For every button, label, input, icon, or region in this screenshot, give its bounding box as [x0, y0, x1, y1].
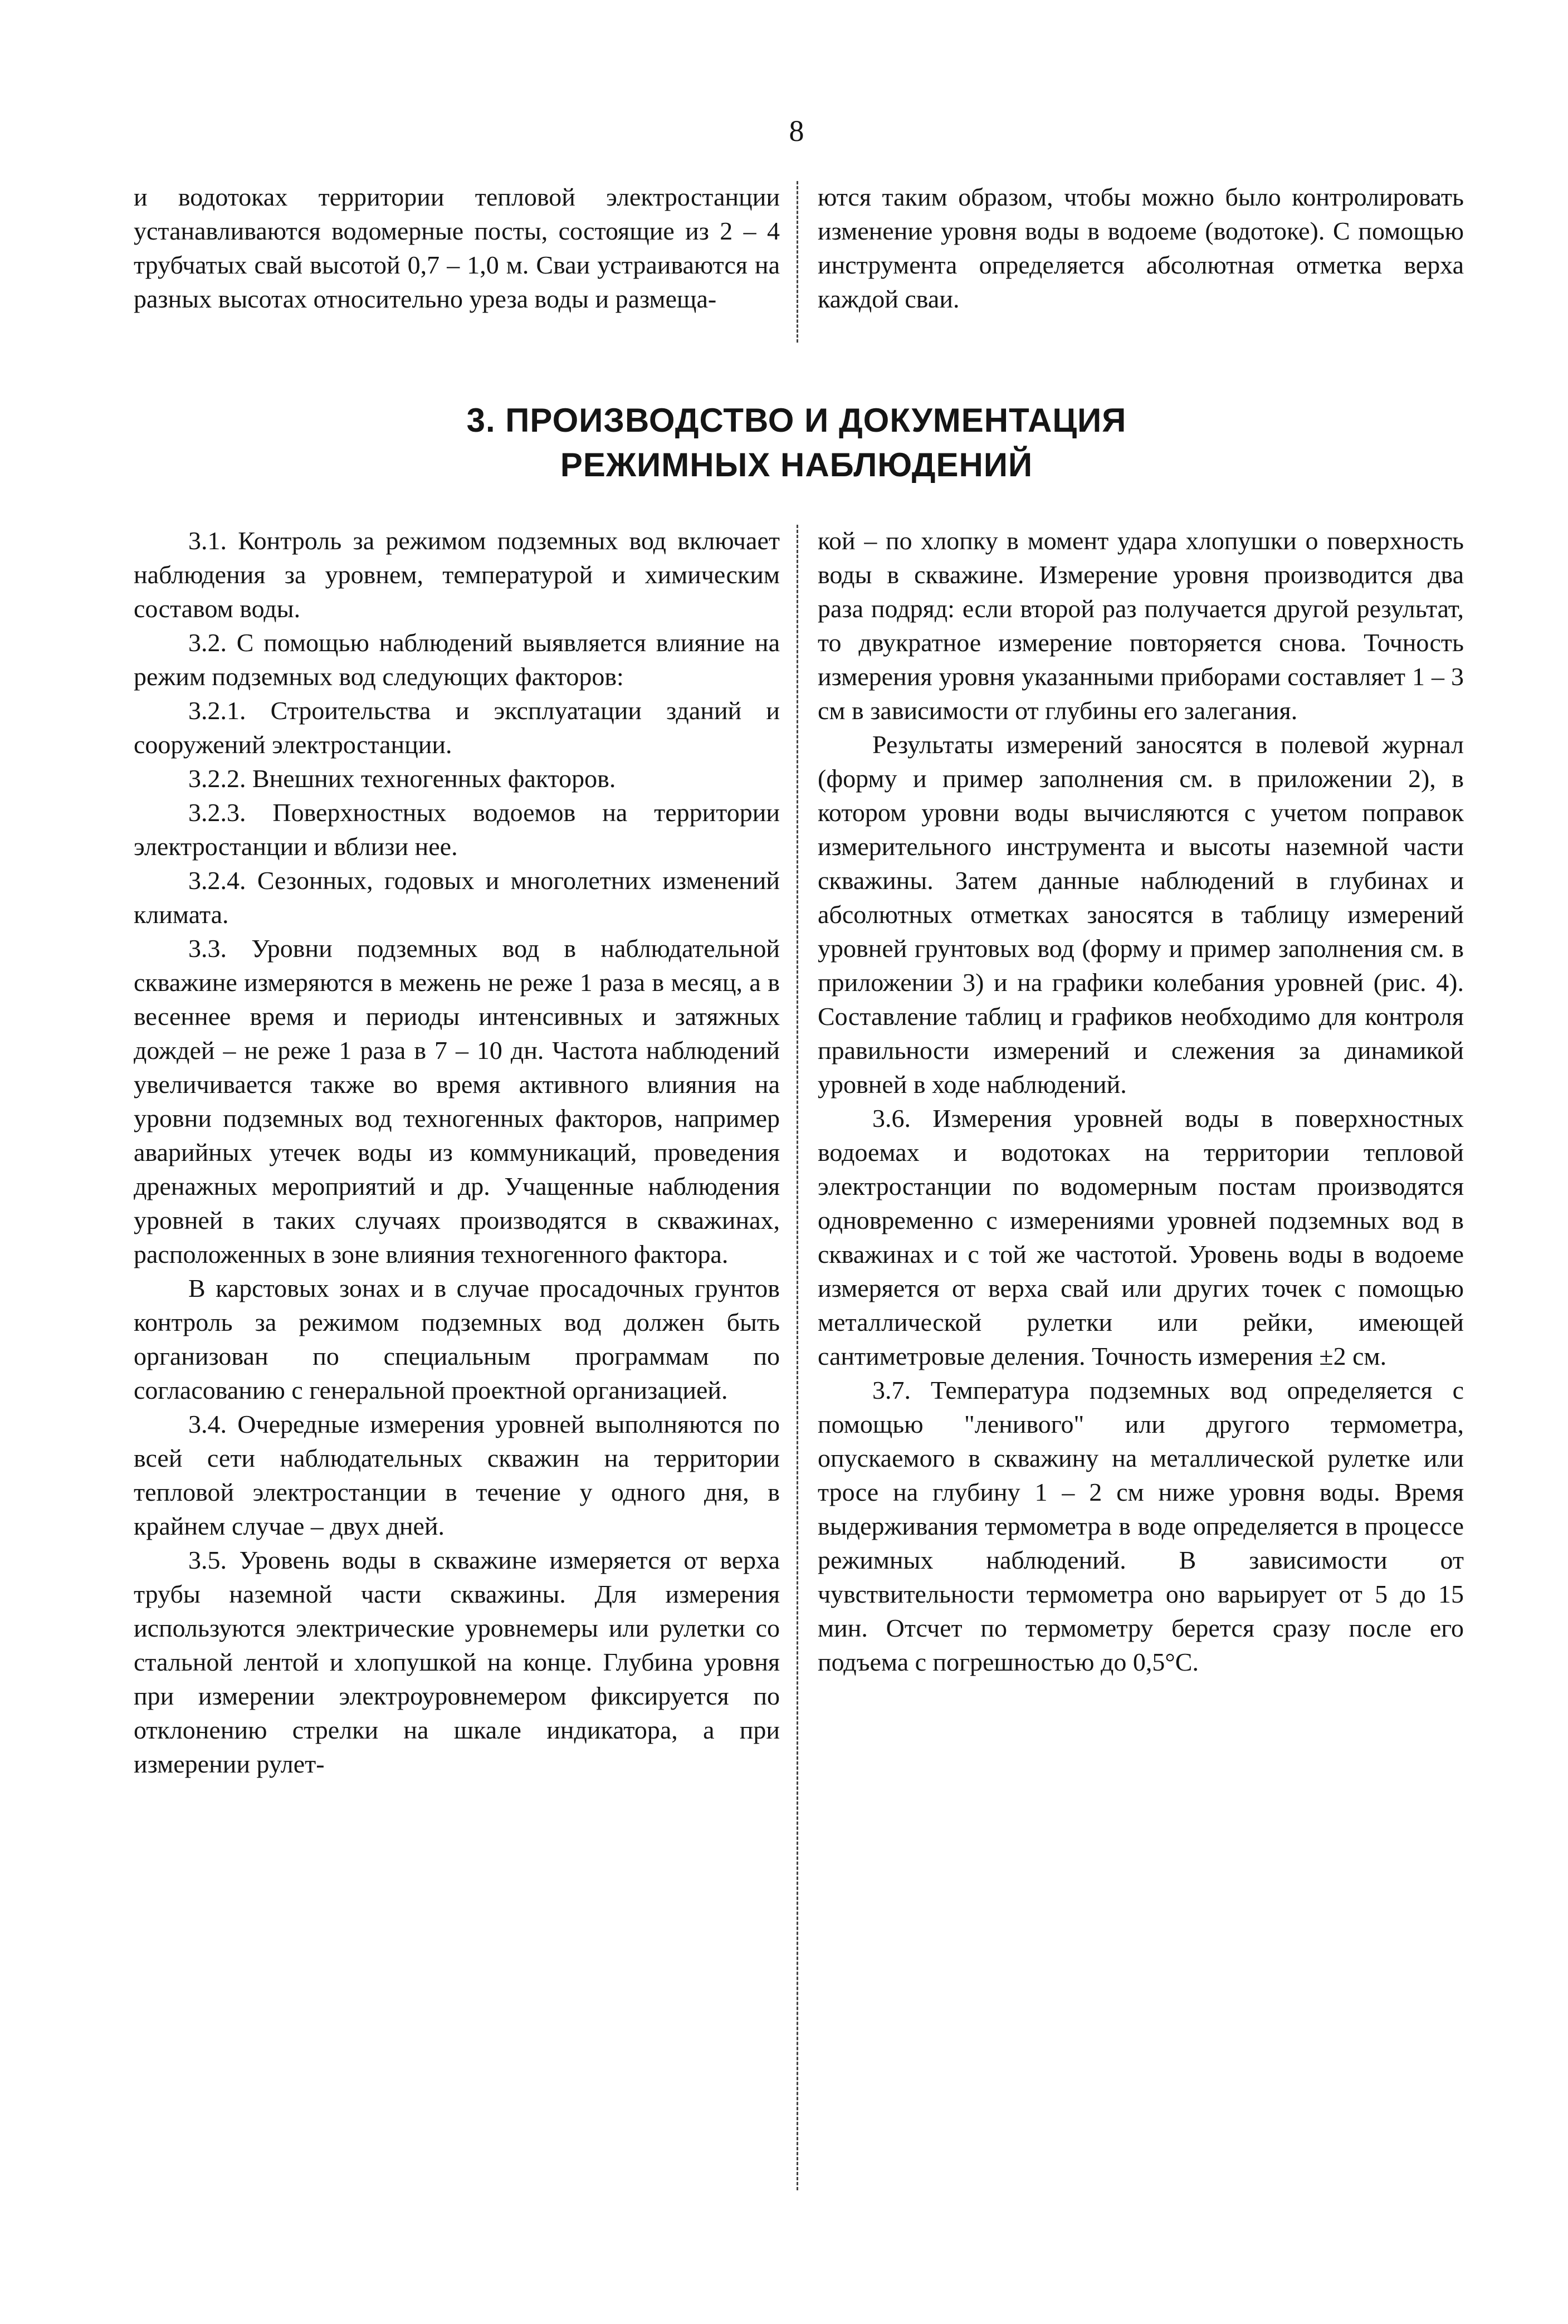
paragraph-3-2: 3.2. С помощью наблюдений выявляется влияние на режим подземных вод следующих факторов:: [134, 628, 780, 691]
section-title-line-1: 3. ПРОИЗВОДСТВО И ДОКУМЕНТАЦИЯ: [466, 402, 1127, 439]
paragraph-3-5: 3.5. Уровень воды в скважине измеряется от верха трубы наземной части скважины. Для измерения используются электрические уровнемеры или рулетки со стальной лентой и хлопушкой на конце. Глубина уровня при измерении электроуровнемером фиксируется по отклонению стрелки на шкале индикатора, а при измерении рулет-: [134, 1546, 780, 1778]
paragraph-3-2-2: 3.2.2. Внешних техногенных факторов.: [188, 764, 616, 793]
column-divider: [797, 181, 798, 343]
paragraph-results: Результаты измерений заносятся в полевой журнал (форму и пример заполнения см. в приложении 2), в котором уровни воды вычисляются с учетом поправок измерительного инструмента и высоты наземной части скважины. Затем данные наблюдений в глубинах и абсолютных отметках заносятся в таблицу измерений уровней грунтовых вод (форму и пример заполнения см. в приложении 3) и на графики колебания уровней (рис. 4). Составление таблиц и графиков необходимо для контроля правильности измерений и слежения за динамикой уровней в ходе наблюдений.: [818, 730, 1464, 1098]
paragraph: и водотоках территории тепловой электростанции устанавливаются водомерные посты, состоящие из 2 – 4 трубчатых свай высотой 0,7 – 1,0 м. Сваи устраиваются на разных высотах относительно уреза воды и размеща-: [134, 183, 780, 313]
paragraph-continued: кой – по хлопку в момент удара хлопушки о поверхность воды в скважине. Измерение уровня производится два раза подряд: если второй раз получается другой результат, то двукратное измерение повторяется снова. Точность измерения уровня указанными приборами составляет 1 – 3 см в зависимости от глубины его залегания.: [818, 526, 1464, 725]
paragraph-3-3: 3.3. Уровни подземных вод в наблюдательной скважине измеряются в межень не реже 1 раза в месяц, а в весеннее время и периоды интенсивных и затяжных дождей – не реже 1 раза в 7 – 10 дн. Частота наблюдений увеличивается также во время активного влияния на уровни подземных вод техногенных факторов, например аварийных утечек воды из коммуникаций, проведения дренажных мероприятий и др. Учащенные наблюдения уровней в таких случаях производятся в скважинах, расположенных в зоне влияния техногенного фактора.: [134, 934, 780, 1268]
paragraph-3-2-1: 3.2.1. Строительства и эксплуатации зданий и сооружений электростанции.: [134, 696, 780, 759]
right-column: [818, 524, 1464, 1679]
top-right-paragraph-block: [818, 180, 1464, 316]
paragraph: ются таким образом, чтобы можно было контролировать изменение уровня воды в водоеме (водотоке). С помощью инструмента определяется абсолютная отметка верха каждой сваи.: [818, 183, 1464, 313]
section-heading: [279, 398, 1315, 487]
paragraph-3-6: 3.6. Измерения уровней воды в поверхностных водоемах и водотоках на территории тепловой электростанции по водомерным постам производятся одновременно с измерениями уровней подземных вод в скважинах и с той же частотой. Уровень воды в водоеме измеряется от верха свай или других точек с помощью металлической рулетки или рейки, имеющей сантиметровые деления. Точность измерения ±2 см.: [818, 1104, 1464, 1370]
paragraph-3-4: 3.4. Очередные измерения уровней выполняются по всей сети наблюдательных скважин на территории тепловой электростанции в течение у одного дня, в крайнем случае – двух дней.: [134, 1410, 780, 1540]
section-title-line-2: РЕЖИМНЫХ НАБЛЮДЕНИЙ: [560, 446, 1033, 484]
paragraph-3-7: 3.7. Температура подземных вод определяется с помощью "ленивого" или другого термометра, опускаемого в скважину на металлической рулетке или тросе на глубину 1 – 2 см ниже уровня воды. Время выдерживания термометра в воде определяется в процессе режимных наблюдений. В зависимости от чувствительности термометра оно варьирует от 5 до 15 мин. Отсчет по термометру берется сразу после его подъема с погрешностью до 0,5°С.: [818, 1376, 1464, 1676]
paragraph-3-2-3: 3.2.3. Поверхностных водоемов на территории электростанции и вблизи нее.: [134, 798, 780, 861]
top-left-paragraph-block: [134, 180, 780, 316]
paragraph-3-1: 3.1. Контроль за режимом подземных вод включает наблюдения за уровнем, температурой и химическим составом воды.: [134, 526, 780, 623]
column-divider: [797, 525, 798, 2190]
page-number: 8: [789, 114, 804, 148]
paragraph-3-2-4: 3.2.4. Сезонных, годовых и многолетних изменений климата.: [134, 866, 780, 929]
paragraph-karst: В карстовых зонах и в случае просадочных грунтов контроль за режимом подземных вод должен быть организован по специальным программам по согласованию с генеральной проектной организацией.: [134, 1274, 780, 1404]
left-column: [134, 524, 780, 1781]
